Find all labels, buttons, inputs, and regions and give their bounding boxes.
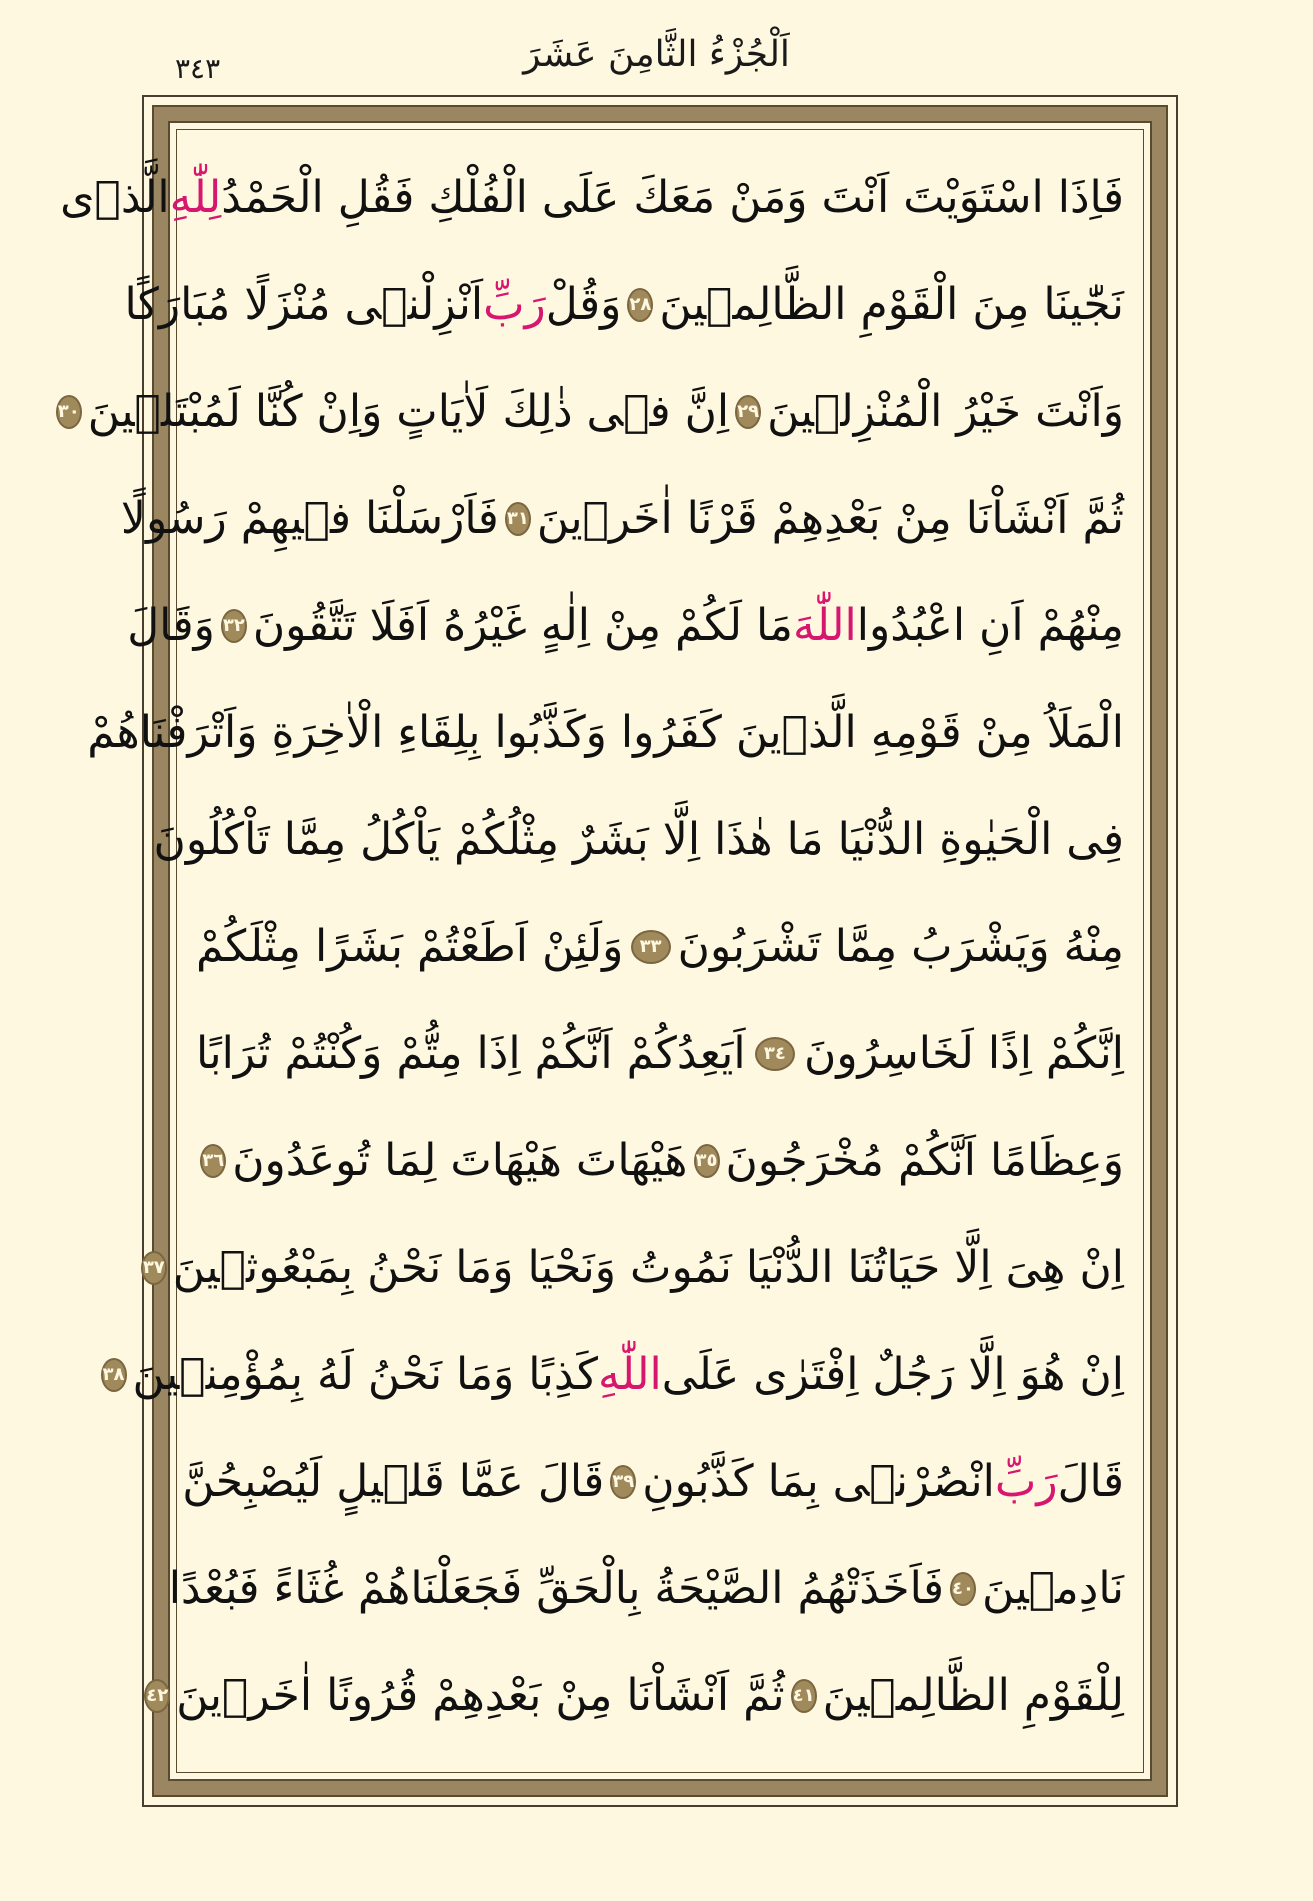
text-line: [196, 1111, 1124, 1211]
ayah-number-marker: ٣٨: [101, 1358, 127, 1392]
ayah-number-marker: ٣٦: [200, 1144, 226, 1178]
quran-text-area: [57, 148, 1124, 1754]
text-line: [87, 683, 1124, 783]
verse-text: قَالَ: [1057, 1456, 1124, 1507]
verse-text: اِنَّ فٖى ذٰلِكَ لَاٰيَاتٍ وَاِنْ كُنَّا لَمُبْتَلٖينَ: [87, 386, 730, 437]
ayah-number-marker: ٣٧: [141, 1251, 167, 1285]
verse-text: وَقُلْ: [545, 279, 622, 330]
verse-text: هَيْهَاتَ هَيْهَاتَ لِمَا تُوعَدُونَ: [232, 1135, 688, 1186]
verse-text: وَلَئِنْ اَطَعْتُمْ بَشَرًا مِثْلَكُمْ: [196, 921, 624, 972]
text-line: [182, 1432, 1124, 1532]
ayah-number-marker: ٤١: [791, 1679, 817, 1713]
divine-name-word: رَبِّ: [483, 279, 546, 330]
verse-text: كَذِبًا وَمَا نَحْنُ لَهُ بِمُؤْمِنٖينَ: [132, 1349, 598, 1400]
verse-text: اِنْ هُوَ اِلَّا رَجُلٌ اِفْتَرٰى عَلَى: [661, 1349, 1124, 1400]
text-line: [196, 897, 1124, 997]
verse-text: وَاَنْتَ خَيْرُ الْمُنْزِلٖينَ: [767, 386, 1124, 437]
text-line: [60, 148, 1124, 248]
verse-text: اَنْزِلْنٖى مُنْزَلًا مُبَارَكًا: [124, 279, 484, 330]
ayah-number-marker: ٣٤: [755, 1037, 795, 1071]
divine-name-word: اللّٰهِ: [597, 1349, 662, 1400]
text-line: [127, 576, 1124, 676]
verse-text: نَجّٰينَا مِنَ الْقَوْمِ الظَّالِمٖينَ: [659, 279, 1124, 330]
divine-name-word: لِلّٰهِ: [169, 172, 222, 223]
ayah-number-marker: ٣٣: [631, 930, 671, 964]
verse-text: الَّذٖى: [60, 172, 170, 223]
verse-text: فَاَرْسَلْنَا فٖيهِمْ رَسُولًا: [120, 493, 499, 544]
divine-name-word: اللّٰهَ: [792, 600, 857, 651]
verse-text: مِنْهُ وَيَشْرَبُ مِمَّا تَشْرَبُونَ: [677, 921, 1124, 972]
verse-text: اَيَعِدُكُمْ اَنَّكُمْ اِذَا مِتُّمْ وَكُنْتُمْ تُرَابًا: [196, 1028, 746, 1079]
ayah-number-marker: ٢٨: [627, 288, 653, 322]
divine-name-word: رَبِّ: [994, 1456, 1058, 1507]
text-line: [146, 1646, 1124, 1746]
ayah-number-marker: ٤٢: [144, 1679, 170, 1713]
verse-text: لِلْقَوْمِ الظَّالِمٖينَ: [822, 1670, 1124, 1721]
verse-text: مَا لَكُمْ مِنْ اِلٰهٍ غَيْرُهُ اَفَلَا تَتَّقُونَ: [252, 600, 793, 651]
page-number: ٣٤٣: [175, 52, 221, 85]
ayah-number-marker: ٣٩: [610, 1465, 636, 1499]
ayah-number-marker: ٤٠: [950, 1572, 976, 1606]
page-header: [0, 0, 1313, 95]
text-line: [57, 362, 1124, 462]
text-line: [120, 469, 1124, 569]
verse-text: فَاَخَذَتْهُمُ الصَّيْحَةُ بِالْحَقِّ فَجَعَلْنَاهُمْ غُثَاءً فَبُعْدًا: [168, 1563, 945, 1614]
verse-text: فَاِذَا اسْتَوَيْتَ اَنْتَ وَمَنْ مَعَكَ عَلَى الْفُلْكِ فَقُلِ الْحَمْدُ: [221, 172, 1124, 223]
juz-title: اَلْجُزْءُ الثَّامِنَ عَشَرَ: [523, 34, 790, 75]
verse-text: ثُمَّ اَنْشَاْنَا مِنْ بَعْدِهِمْ قَرْنًا اٰخَرٖينَ: [536, 493, 1124, 544]
verse-text: اِنْ هِىَ اِلَّا حَيَاتُنَا الدُّنْيَا نَمُوتُ وَنَحْيَا وَمَا نَحْنُ بِمَبْعُوثٖينَ: [172, 1242, 1124, 1293]
verse-text: نَادِمٖينَ: [982, 1563, 1124, 1614]
text-line: [142, 1218, 1124, 1318]
verse-text: وَعِظَامًا اَنَّكُمْ مُخْرَجُونَ: [725, 1135, 1124, 1186]
ayah-number-marker: ٣٥: [694, 1144, 720, 1178]
verse-text: اِنَّكُمْ اِذًا لَخَاسِرُونَ: [804, 1028, 1124, 1079]
text-line: [168, 1539, 1124, 1639]
ayah-number-marker: ٣٠: [56, 395, 82, 429]
verse-text: الْمَلَاُ مِنْ قَوْمِهِ الَّذٖينَ كَفَرُوا وَكَذَّبُوا بِلِقَاءِ الْاٰخِرَةِ وَاَتْرَفْنَاهُمْ: [87, 707, 1124, 758]
verse-text: وَقَالَ: [127, 600, 215, 651]
text-line: [124, 255, 1124, 355]
text-line: [153, 790, 1124, 890]
verse-text: انْصُرْنٖى بِمَا كَذَّبُونِ: [642, 1456, 995, 1507]
verse-text: فِى الْحَيٰوةِ الدُّنْيَا مَا هٰذَا اِلَّا بَشَرٌ مِثْلُكُمْ يَاْكُلُ مِمَّا تَاْكُلُونَ: [153, 814, 1124, 865]
text-line: [102, 1325, 1124, 1425]
ayah-number-marker: ٣١: [505, 502, 531, 536]
verse-text: ثُمَّ اَنْشَاْنَا مِنْ بَعْدِهِمْ قُرُونًا اٰخَرٖينَ: [176, 1670, 785, 1721]
verse-text: مِنْهُمْ اَنِ اعْبُدُوا: [856, 600, 1124, 651]
verse-text: قَالَ عَمَّا قَلٖيلٍ لَيُصْبِحُنَّ: [182, 1456, 605, 1507]
ayah-number-marker: ٣٢: [221, 609, 247, 643]
text-line: [196, 1004, 1124, 1104]
ayah-number-marker: ٢٩: [735, 395, 761, 429]
